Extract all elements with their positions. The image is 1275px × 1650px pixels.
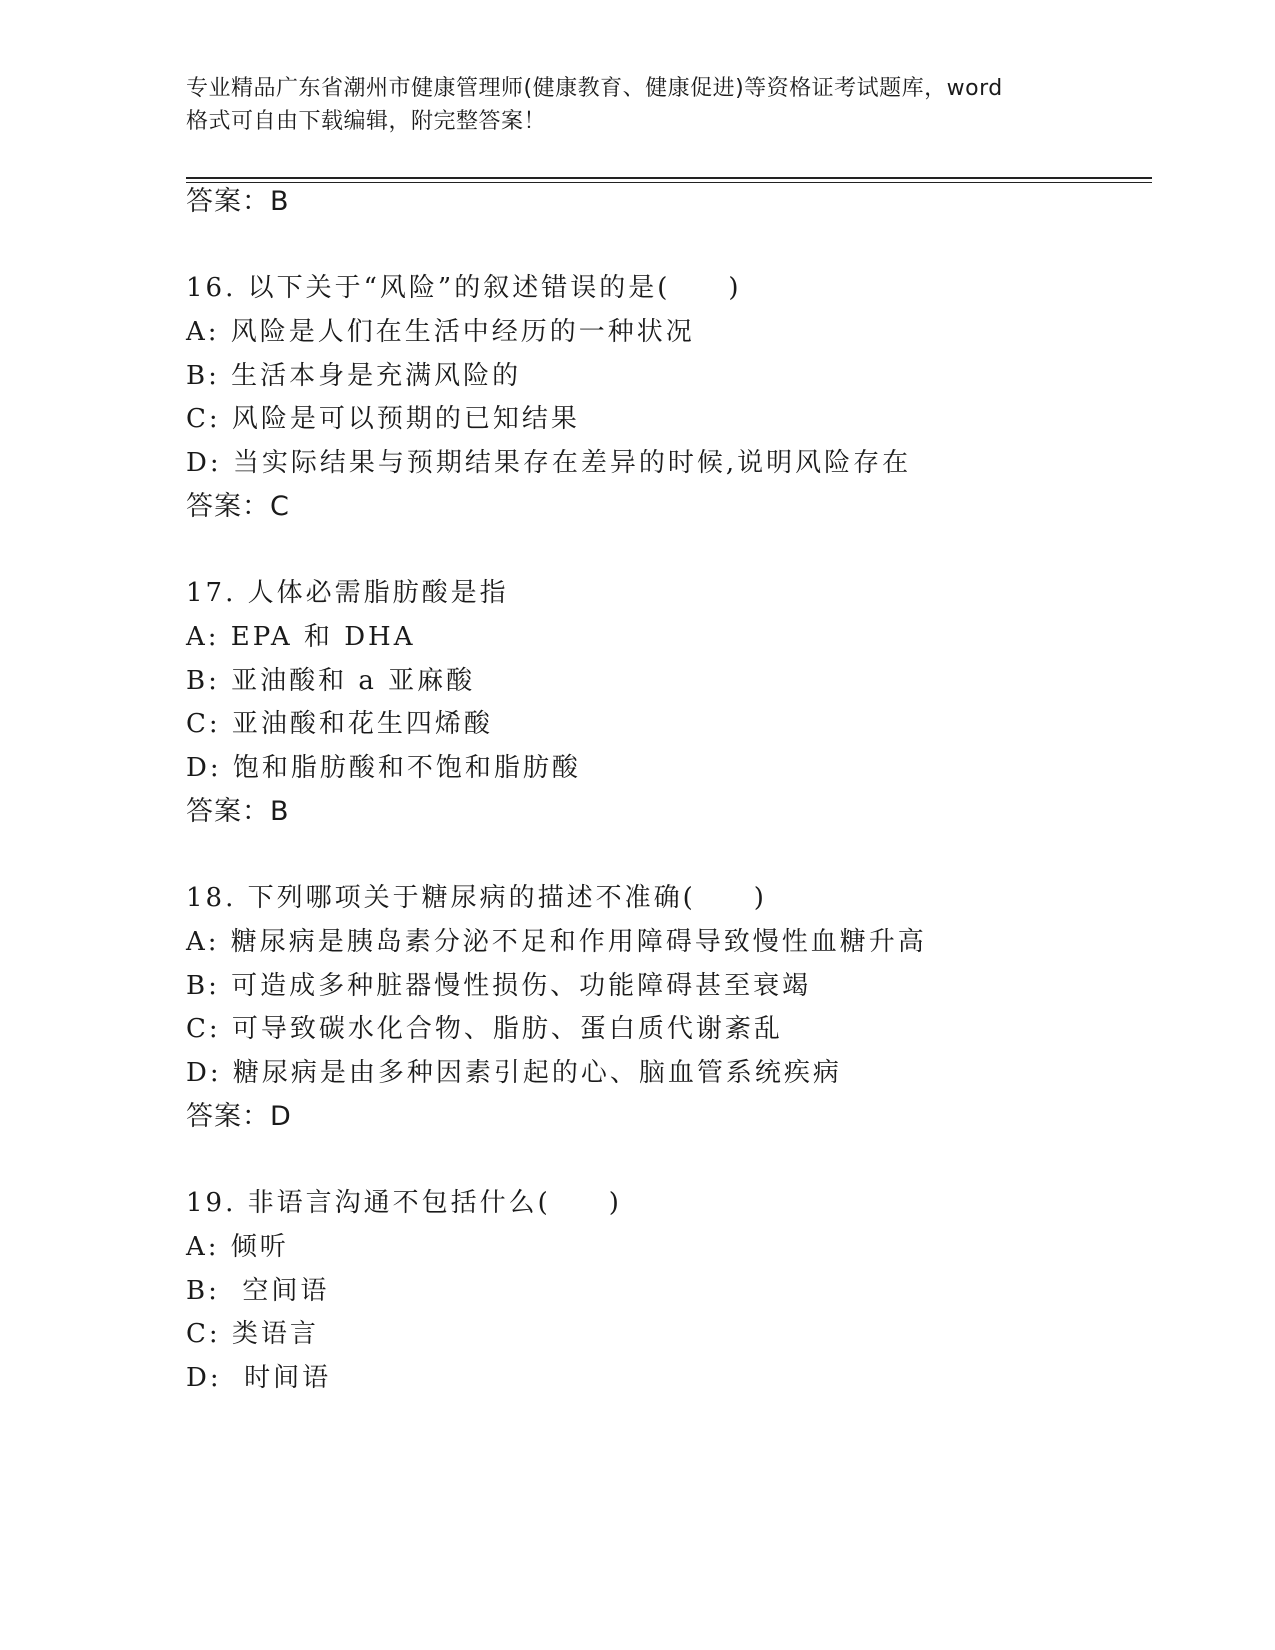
q17-option-b: B: 亚油酸和 a 亚麻酸 xyxy=(186,666,476,696)
q16-option-c: C: 风险是可以预期的已知结果 xyxy=(186,404,580,434)
q17-answer: 答案：B xyxy=(186,796,290,827)
header-rule-thin xyxy=(186,182,1152,183)
q17-option-d: D: 饱和脂肪酸和不饱和脂肪酸 xyxy=(186,753,581,783)
answer-prev: 答案：B xyxy=(186,186,290,217)
q17-option-c: C: 亚油酸和花生四烯酸 xyxy=(186,709,493,739)
q18-option-c: C: 可导致碳水化合物、脂肪、蛋白质代谢紊乱 xyxy=(186,1014,783,1044)
q17-stem: 17. 人体必需脂肪酸是指 xyxy=(186,578,509,608)
header-line-1: 专业精品广东省潮州市健康管理师(健康教育、健康促进)等资格证考试题库，word xyxy=(186,76,1003,101)
q18-stem: 18. 下列哪项关于糖尿病的描述不准确( ) xyxy=(186,883,767,913)
q16-option-b: B: 生活本身是充满风险的 xyxy=(186,361,522,391)
q18-option-a: A: 糖尿病是胰岛素分泌不足和作用障碍导致慢性血糖升高 xyxy=(186,927,927,957)
q19-option-a: A: 倾听 xyxy=(186,1232,289,1262)
q16-option-d: D: 当实际结果与预期结果存在差异的时候,说明风险存在 xyxy=(186,448,912,478)
q18-option-d: D: 糖尿病是由多种因素引起的心、脑血管系统疾病 xyxy=(186,1058,842,1088)
q18-option-b: B: 可造成多种脏器慢性损伤、功能障碍甚至衰竭 xyxy=(186,971,812,1001)
q18-answer: 答案：D xyxy=(186,1101,292,1132)
q16-stem: 16. 以下关于“风险”的叙述错误的是( ) xyxy=(186,273,742,303)
q19-option-c: C: 类语言 xyxy=(186,1319,319,1349)
document-header xyxy=(186,72,1086,138)
q16-answer: 答案：C xyxy=(186,491,290,522)
q16-option-a: A: 风险是人们在生活中经历的一种状况 xyxy=(186,317,695,347)
q17-option-a: A: EPA 和 DHA xyxy=(186,622,416,652)
header-line-2: 格式可自由下载编辑，附完整答案！ xyxy=(186,109,547,134)
q19-option-d: D: 时间语 xyxy=(186,1363,332,1393)
q19-option-b: B: 空间语 xyxy=(186,1276,330,1306)
header-rule-thick xyxy=(186,177,1152,179)
q19-stem: 19. 非语言沟通不包括什么( ) xyxy=(186,1188,622,1218)
